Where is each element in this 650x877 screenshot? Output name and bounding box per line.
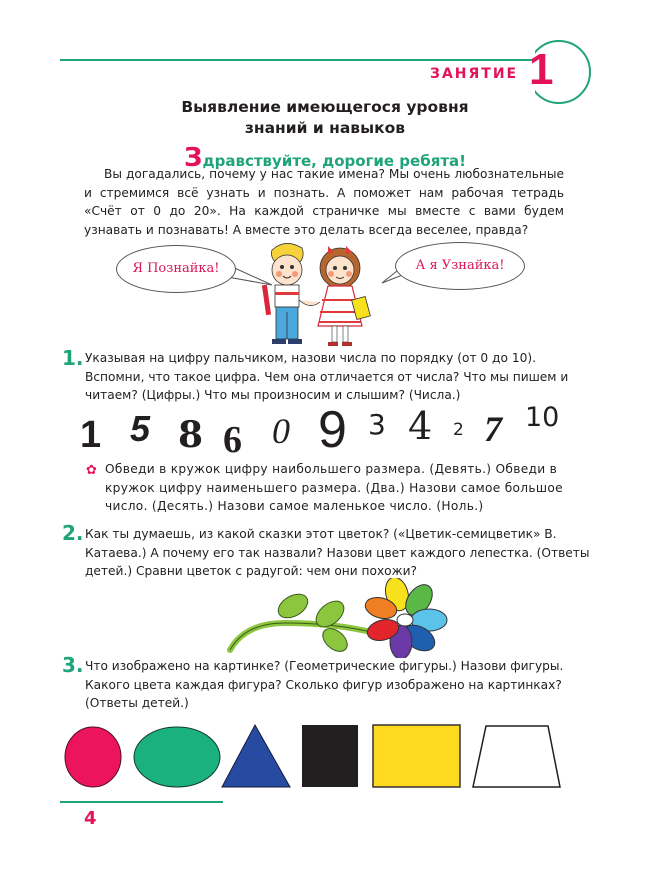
task-1-subtask-text: Обведи в кружок цифру наибольшего размера. (Девять.) Обведи в кружок цифру наименьшего размера. (Два.) Назови самое большое число. (Десять.) Назови самое маленькое число. (Ноль.) xyxy=(105,462,563,513)
page-number: 4 xyxy=(84,808,97,829)
speech-bubble-left: Я Познайка! xyxy=(116,245,236,293)
speech-bubble-right: А я Узнайка! xyxy=(395,242,525,290)
title-line-2: знаний и навыков xyxy=(244,119,406,137)
task-2-text: Как ты думаешь, из какой сказки этот цветок? («Цветик-семицветик» В. Катаева.) А почему его так назвали? Назови цвет каждого лепестка. (Ответы детей.) Сравни цветок с радугой: чем они похожи? xyxy=(85,527,590,578)
square-shape xyxy=(302,725,358,787)
digit: 9 xyxy=(318,401,347,459)
digit: 10 xyxy=(525,402,560,433)
circle-shape xyxy=(65,727,121,787)
intro-paragraph: Вы догадались, почему у нас такие имена? Мы очень любознательные и стремимся всё узнать и познать. А поможет нам рабочая тетрадь «Счёт от 0 до 20». На каждой страничке мы вместе с вами будем узнавать и познавать! А вместе это делать всегда веселее, правда? xyxy=(84,167,564,237)
digit: 5 xyxy=(130,408,151,449)
flower-bullet-icon: ✿ xyxy=(86,463,97,478)
digit: 1 xyxy=(80,414,102,456)
trapezoid-shape xyxy=(473,726,560,787)
greeting-initial: З xyxy=(184,143,203,173)
lesson-label: ЗАНЯТИЕ xyxy=(430,66,519,82)
title-line-1: Выявление имеющегося уровня xyxy=(181,98,469,116)
bottom-rule xyxy=(60,801,223,803)
boy-and-girl-illustration xyxy=(250,240,400,350)
digit: 4 xyxy=(408,404,433,448)
triangle-shape xyxy=(222,725,290,787)
digit: 6 xyxy=(223,419,242,461)
top-rule xyxy=(60,59,532,61)
geometric-shapes xyxy=(55,720,615,790)
task-number-1: 1. xyxy=(62,346,84,370)
lesson-number: 1 xyxy=(529,45,554,94)
girl-icon xyxy=(318,246,370,346)
digit: 0 xyxy=(272,411,290,451)
intro-text xyxy=(84,165,564,239)
page-title xyxy=(0,97,650,139)
digit: 8 xyxy=(178,414,204,456)
digit: 7 xyxy=(484,409,502,449)
greeting-text: дравствуйте, дорогие ребята! xyxy=(202,152,466,170)
rectangle-shape xyxy=(373,725,460,787)
digit: 3 xyxy=(368,408,386,441)
task-number-3: 3. xyxy=(62,653,84,677)
oval-shape xyxy=(134,727,220,787)
task-1-text: Указывая на цифру пальчиком, назови числа по порядку (от 0 до 10). Вспомни, что такое цифра. Чем она отличается от числа? Что мы пишем и читаем? (Цифры.) Что мы произносим и слышим? (Числа.) xyxy=(85,351,569,402)
task-number-2: 2. xyxy=(62,521,84,545)
digit: 2 xyxy=(453,420,464,440)
task-3-text: Что изображено на картинке? (Геометрические фигуры.) Назови фигуры. Какого цвета каждая фигура? Сколько фигур изображено на картинках? (Ответы детей.) xyxy=(85,659,564,710)
boy-icon xyxy=(262,243,303,344)
seven-color-flower-icon xyxy=(225,578,465,658)
digits-row xyxy=(75,400,575,460)
